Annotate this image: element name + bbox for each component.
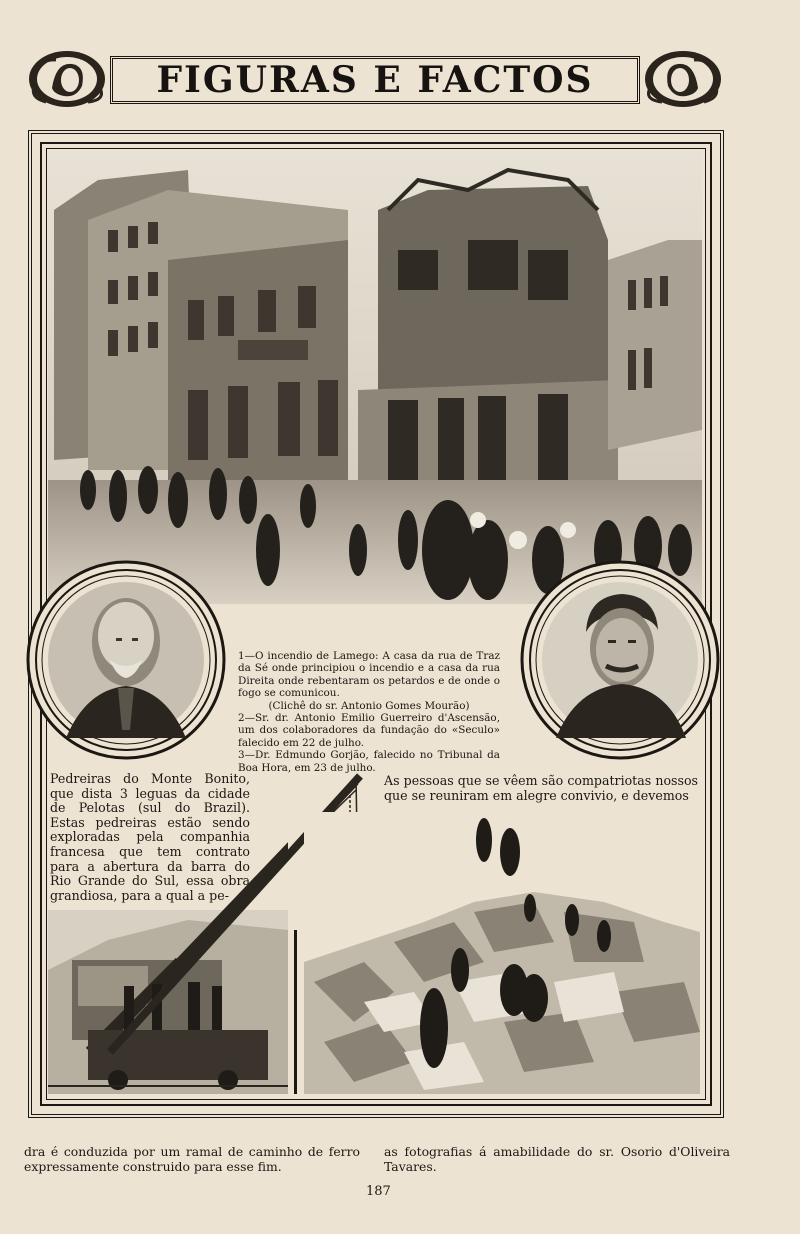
title-banner <box>110 56 640 104</box>
caption-item-1: 1—O incendio de Lamego: A casa da rua de Traz da Sé onde principiou o incendio e a casa da rua Direita onde rebentaram os petardos e de onde o fogo se comunicou. <box>238 650 500 700</box>
caption-item-3: 3—Dr. Edmundo Gorjão, falecido no Tribunal da Boa Hora, em 23 de julho. <box>238 749 500 774</box>
left-article-continuation: dra é conduzida por um ramal de caminho de ferro expressamente construido para esse fim. <box>24 1144 360 1174</box>
right-header-ornament <box>642 48 724 110</box>
portrait-guerreiro-medallion <box>26 560 226 760</box>
right-article-text: As pessoas que se vêem são compatriotas nossos que se reuniram em alegre convivio, e devemos <box>384 773 698 803</box>
fire-lamego-photo <box>48 150 702 604</box>
page-title: FIGURAS E FACTOS <box>156 59 594 101</box>
portrait-gorjao-medallion <box>520 560 720 760</box>
page-number: 187 <box>366 1184 391 1199</box>
left-header-ornament <box>26 48 108 110</box>
right-article-continuation: as fotografias á amabilidade do sr. Osorio d'Oliveira Tavares. <box>384 1144 730 1174</box>
caption-item-2: 2—Sr. dr. Antonio Emilio Guerreiro d'Ascensão, um dos colaboradores da fundação do «Seculo» falecido em 22 de julho. <box>238 712 500 749</box>
quarry-group-photo <box>304 812 700 1094</box>
photo-caption <box>238 650 500 774</box>
left-article-text: Pedreiras do Monte Bonito, que dista 3 leguas da cidade de Pelotas (sul do Brazil). Estas pedreiras estão sendo exploradas pela companhia francesa que tem contrato para a abertura da barra do Rio Grande do Sul, essa obra grandiosa, para a qual a pe- <box>50 771 250 903</box>
caption-credit: (Clichê do sr. Antonio Gomes Mourão) <box>268 699 470 712</box>
